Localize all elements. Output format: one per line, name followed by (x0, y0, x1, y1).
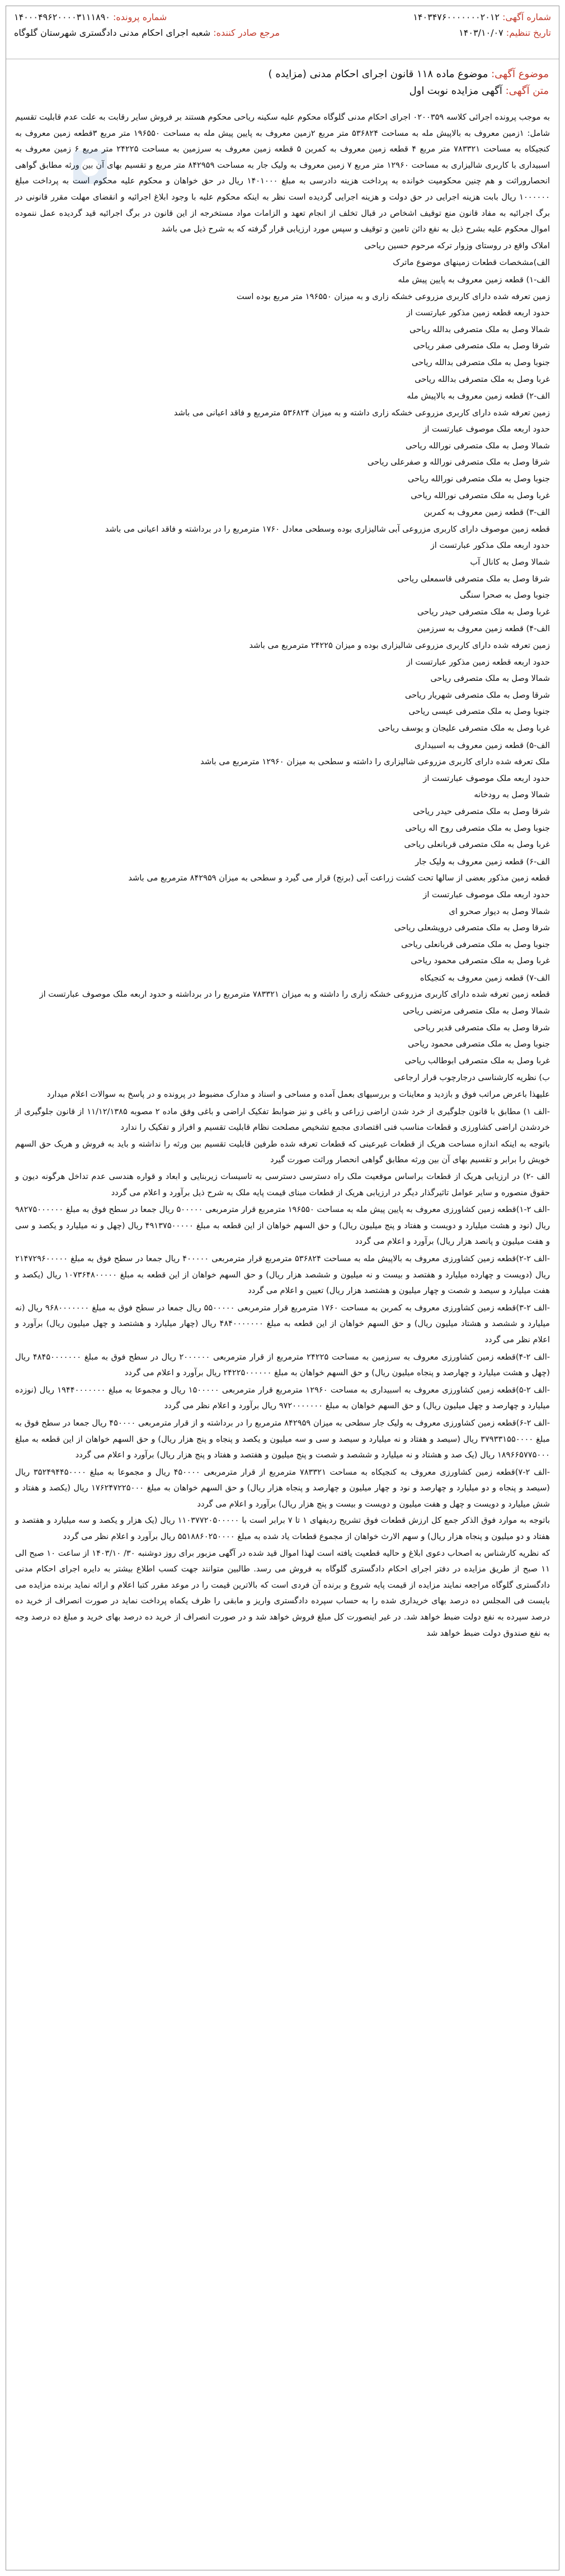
date-field (459, 27, 551, 38)
ad-paragraph: شمالا وصل به ملک متصرفی ریاحی (430, 674, 550, 684)
ad-header (6, 6, 559, 59)
ad-paragraph: جنوبا وصل به ملک متصرفی بدالله ریاحی (411, 357, 550, 367)
ad-paragraph: املاک واقع در روستای وزوار ترکه مرحوم حسین ریاحی (364, 240, 550, 250)
ad-paragraph: -الف ۲-۲)قطعه زمین کشاورزی معروف به بالاپیش مله به مساحت ۵۳۶۸۲۴ مترمربع قرار مترمربعی ۴۰۰۰۰۰ ریال جمعا در سطح فوق به مبلغ ۲۱۴۷۲۹۶۰۰۰۰۰ ریال (دویست و چهارده میلیارد و هفتصد و بیست و نه میلیون و ششصد هزار ریال) و حق السهم خواهان از این قطعه به مبلغ ۱۰۷۳۶۴۸۰۰۰۰۰ ریال (یکصد و هفت میلیارد و سیصد و شصت و چهار میلیون و هشتصد هزار ریال) تعیین و اعلام می گردد (15, 1253, 550, 1296)
ad-paragraph: حدود اربعه قطعه زمین مذکور عبارتست از (406, 657, 550, 667)
subject-block (6, 59, 559, 102)
ad-paragraph: شمالا وصل به ملک متصرفی مرتضی ریاحی (403, 1006, 550, 1016)
header-row-numbers (14, 12, 551, 22)
ad-paragraph: شمالا وصل به دیوار صحرو ای (449, 906, 550, 916)
ad-paragraph: جنوبا وصل به ملک متصرفی نورالله ریاحی (407, 474, 550, 484)
ad-paragraph: غربا وصل به ملک متصرفی قربانعلی ریاحی (404, 840, 550, 850)
ad-paragraph: جنوبا وصل به ملک متصرفی روح اله ریاحی (405, 823, 550, 833)
ad-paragraph: شرقا وصل به ملک متصرفی صفر ریاحی (413, 341, 550, 351)
ad-paragraph: علیهذا باعرض مراتب فوق و بازدید و معاینات و بررسیهای بعمل آمده و مساحی و اسناد و مدارک مضبوط در پرونده و در پاسخ به سوالات اعلام میدارد (46, 1090, 550, 1100)
subject-value: موضوع ماده ۱۱۸ قانون اجرای احکام مدنی (مزایده ) (268, 68, 488, 80)
ad-paragraph: شرقا وصل به ملک متصرفی نورالله و صفرعلی ریاحی (367, 457, 550, 467)
title-value: آگهی مزایده نوبت اول (409, 85, 502, 97)
subject-line (16, 66, 549, 83)
ad-paragraph: شرقا وصل به ملک متصرفی قاسمعلی ریاحی (397, 574, 550, 584)
ad-paragraph: قطعه زمین مذکور بعضی از سالها تحت کشت زراعت آبی (برنج) قرار می گیرد و سطحی به میزان ۸۴۲۹۵۹ مترمربع می باشد (128, 873, 550, 883)
ad-body (6, 102, 559, 1641)
ad-paragraph: شرقا وصل به ملک متصرفی قدیر ریاحی (413, 1022, 550, 1033)
ad-paragraph: که نظریه کارشناس به اصحاب دعوی ابلاغ و حالیه قطعیت یافته است لهذا اموال قید شده در آگهی مزبور برای روز دوشنبه ۳۰/ ۱۴۰۳/۱۰ از ساعت ۱۰ صبح الی ۱۱ صبح از طریق مزایده در دفتر اجرای احکام دادگستری گلوگاه به فروش می رسد. طالبین متوانند جهت کسب اطلاع بیشتر به دایره اجرای احکام مدنی دادگستری گلوگاه مراجعه نمایند مزایده از قیمت پایه شروع و برنده آن فردی است که بالاترین قیمت را در موعد مقرر کتبا اعلام و ارائه نماید برنده مزایده می بایست فی المجلس ده درصد بهای خریداری شده را به حساب سپرده دادگستری واریز و مابقی را ظرف یکماه پرداخت نماید در صورت انصراف از خرید ده درصد سپرده به نفع دولت ضبط خواهد شد. در غیر اینصورت کل مبلغ فروش خواهد شد و در صورت انصراف از خرید ده درصد بهای خرید و مبلغ ده درصد وجه به نفع صندوق دولت ضبط خواهد شد (15, 1548, 550, 1638)
file-number-value: ۱۴۰۰۰۴۹۶۲۰۰۰۰۳۱۱۱۸۹۰ (14, 12, 110, 22)
title-label: متن آگهی: (505, 85, 549, 97)
ad-paragraph: زمین تعرفه شده دارای کاربری مزروعی خشکه زاری داشته و به میزان ۵۳۶۸۲۴ مترمربع و فاقد اعیانی می باشد (173, 408, 550, 418)
ad-document (6, 6, 559, 2570)
ad-paragraph: الف-۷) قطعه زمین معروف به کنجیکاه (420, 973, 550, 983)
ad-paragraph: جنوبا وصل به ملک متصرفی عیسی ریاحی (408, 707, 550, 717)
ad-paragraph: غربا وصل به ملک متصرفی بدالله ریاحی (415, 374, 550, 384)
file-number-label: شماره پرونده: (112, 12, 167, 22)
ad-paragraph: شرقا وصل به ملک متصرفی درویشعلی ریاحی (394, 923, 550, 933)
ad-number-label: شماره آگهی: (502, 12, 551, 22)
ad-paragraph: الف-۵) قطعه زمین معروف به اسبیداری (414, 740, 550, 750)
ad-paragraph: باتوجه به موارد فوق الذکر جمع کل ارزش قطعات فوق تشریح ردیفهای ۱ تا ۷ برابر است با ۱۱۰۳۷۷۲۰۵۰۰۰۰۰ ریال (یک هزار و یکصد و سه میلیارد و هفتصد و هفتاد و دو میلیون و پنجاه هزار ریال) و سهم الارث خواهان از مجموع قطعات یاد شده به مبلغ ۵۵۱۸۸۶۰۲۵۰۰۰۰ ریال برآورد و اعلام نظر می گردد (15, 1516, 550, 1542)
ad-paragraph: قطعه زمین موصوف دارای کاربری مزروعی آبی شالیزاری بوده وسطحی معادل ۱۷۶۰ مترمربع را در برداشته و فاقد اعیانی می باشد (105, 524, 550, 534)
ad-number-value: ۱۴۰۳۴۷۶۰۰۰۰۰۰۰۲۰۱۲ (413, 12, 500, 22)
ad-paragraph: ب) نظریه کارشناسی درجارچوب قرار ارجاعی (394, 1073, 550, 1083)
ad-paragraph: شمالا وصل به ملک متصرفی نورالله ریاحی (406, 441, 550, 451)
issuer-field (14, 27, 280, 38)
ad-paragraph: شمالا وصل به ملک متصرفی بدالله ریاحی (409, 324, 550, 334)
ad-paragraph: جنوبا وصل به ملک متصرفی محمود ریاحی (408, 1039, 550, 1049)
ad-paragraph: شرقا وصل به ملک متصرفی شهریار ریاحی (405, 690, 550, 700)
ad-paragraph: قطعه زمین تعرفه شده دارای کاربری مزروعی خشکه زاری را داشته و به میزان ۷۸۳۳۲۱ مترمربع را در برداشته و حدود اربعه ملک موصوف عبارتست از (39, 989, 550, 1000)
ad-paragraph: ملک تعرفه شده دارای کاربری مزروعی شالیزاری را داشته و سطحی به میزان ۱۲۹۶۰ مترمربع می باشد (200, 757, 550, 767)
ad-paragraph: الف-۶) قطعه زمین معروف به ولیک جار (415, 856, 550, 866)
ad-paragraph: -الف ۲-۱)قطعه زمین کشاورزی معروف به پایین پیش مله به مساحت ۱۹۶۵۵۰ مترمربع قرار مترمربعی ۵۰۰۰۰۰ ریال جمعا در سطح فوق به مبلغ ۹۸۲۷۵۰۰۰۰۰۰ ریال (نود و هشت میلیارد و دویست و هفتاد و پنج میلیون ریال) و حق السهم خواهان از این قطعه به مبلغ ۴۹۱۳۷۵۰۰۰۰۰ ریال (چهل و نه میلیارد و یکصد و سی و هفت میلیون و پانصد هزار ریال) برآورد و اعلام می گردد (15, 1205, 550, 1247)
ad-paragraph: غربا وصل به ملک متصرفی نورالله ریاحی (411, 490, 550, 500)
ad-paragraph: به موجب پرونده اجرائی کلاسه ۰۲۰۰۳۵۹ اجرای احکام مدنی گلوگاه محکوم علیه سکینه ریاحی محکوم هستند بر فروش سایر رقابت به علت عدم قابلیت تقسیم شامل: ۱زمین معروف به بالاپیش مله به مساحت ۵۳۶۸۲۴ متر مربع ۲زمین معروف به پایین پیش مله به مساحت ۱۹۶۵۵۰ متر مربع ۳قطعه زمین معروف به کنجیکاه به مساحت ۷۸۳۳۲۱ متر مربع ۴ قطعه زمین معروف به کمربن ۵ قطعه زمین معروف به سرزمین به مساحت ۲۴۲۲۵ متر مربع ۶ زمین معروف به اسبیداری با کاربری شالیزاری به مساحت ۱۲۹۶۰ متر مربع ۷ زمین معروف به ولیک جار به مساحت ۸۴۲۹۵۹ متر مربع و تقسیم بهای آن بین ورثه مطابق گواهی انحصاروراثت و هم چنین محکومیت خوانده به پرداخت هزینه دادرسی به مبلغ ۱۴۰۱۰۰۰ ریال در حق خواهان و محکوم علیه محکوم است به پرداخت مبلغ ۱۰۰۰۰۰۰ ریال بابت هزینه اجرایی در حق دولت و هزینه اجرایی گردیده است نظر به اینکه محکوم علیه با وجود ابلاغ اجرائیه و انقضای مهلت مقرر قانونی در برگ اجرائیه به مفاد قانون منع توقیف اشخاص در قبال تخلف از انجام تعهد و الزامات مواد مستخرجه از این قانون در برگ اجرائیه قید گردیده عمل ننموده اموال محکوم علیه بشرح ذیل به نفع دائن تامین و توقیف و سپس مورد ارزیابی قرار گرفته که به شرح ذیل می باشد (15, 112, 550, 234)
ad-paragraph: الف -۲) در ارزیابی هریک از قطعات براساس موقعیت ملک راه دسترسی دسترسی به تاسیسات زیربنایی و ابعاد و قواره هندسی عدم تداخل هرگونه دیون و حقوق منصوره و سایر عوامل تاثیرگذار دیگر در ارزیابی هریک از قطعات مبنای قیمت پایه ملک به شرح ذیل برآورد و اعلام می گردد (15, 1172, 550, 1197)
ad-paragraph: -الف ۲-۳)قطعه زمین کشاورزی معروف به کمربن به مساحت ۱۷۶۰ مترمربع قرار مترمربعی ۵۵۰۰۰۰۰ ریال جمعا در سطح فوق به مبلغ ۹۶۸۰۰۰۰۰۰۰ ریال (نه میلیارد و ششصد و هشتاد میلیون ریال) و حق السهم خواهان از این قطعه به مبلغ ۴۸۴۰۰۰۰۰۰۰ ریال (چهار میلیارد و هشتصد و چهل میلیون ریال) برآورد و اعلام نظر می گردد (15, 1303, 550, 1344)
ad-number-field (413, 12, 551, 22)
ad-paragraph: الف-۴) قطعه زمین معروف به سرزمین (417, 624, 550, 634)
ad-paragraph: -الف ۲-۶)قطعه زمین کشاورزی معروف به ولیک جار سطحی به میزان ۸۴۲۹۵۹ مترمربع را در برداشته و از قرار مترمربعی ۴۵۰۰۰۰ ریال جمعا در سطح فوق به مبلغ ۳۷۹۳۳۱۵۵۰۰۰۰ ریال (سیصد و هفتاد و نه میلیارد و سیصد و سی و سه میلیون و یکصد و پنجاه و پنج هزار ریال) و حق السهم خواهان از این قطعه به مبلغ ۱۸۹۶۶۵۷۷۵۰۰۰ ریال (یک صد و هشتاد و نه میلیارد و ششصد و شصت و پنج میلیون و هفتصد و هفتاد و پنج هزار ریال) برآورد و اعلام می گردد (15, 1418, 550, 1460)
ad-paragraph: غربا وصل به ملک متصرفی علیجان و یوسف ریاحی (378, 723, 550, 733)
ad-paragraph: الف-۳) قطعه زمین معروف به کمربن (423, 508, 550, 518)
ad-paragraph: غربا وصل به ملک متصرفی حیدر ریاحی (417, 607, 550, 617)
ad-paragraph: زمین تعرفه شده دارای کاربری مزروعی شالیزاری بوده و میزان ۲۴۲۲۵ مترمربع می باشد (249, 641, 550, 650)
ad-paragraph: شمالا وصل به رودخانه (474, 790, 550, 800)
title-line (16, 83, 549, 100)
ad-paragraph: غربا وصل به ملک متصرفی محمود ریاحی (411, 956, 550, 966)
ad-paragraph: باتوجه به اینکه اندازه مساحت هریک از قطعات غیرعینی که قطعات تعرفه شده طرفین قابلیت تقسیم بین ورثه را نداشته و باید به فروش و هریک حق السهم خویش را برابر و تقسیم بهای آن بین ورثه مطابق گواهی انحصار وراثت صورت گیرد (15, 1139, 550, 1165)
ad-paragraph: شرقا وصل به ملک متصرفی حیدر ریاحی (413, 806, 550, 816)
ad-paragraph: حدود اربعه قطعه زمین مذکور عبارتست از (406, 308, 550, 318)
ad-paragraph: -الف ۱) مطابق با قانون جلوگیری از خرد شدن اراضی زراعی و باغی و نیز ضوابط تفکیک اراضی و باغی وفق ماده ۲ مصوبه ۱۱/۱۲/۱۳۸۵ از قانون جلوگیری از خردشدن اراضی کشاورزی و قطعات مناسب فنی اقتصادی مجمع تشخیص مصلحت نظام قابلیت تقسیم و افراز و تفکیک را ندارد (15, 1106, 550, 1133)
date-label: تاریخ تنظیم: (506, 27, 551, 38)
ad-paragraph: -الف ۲-۷)قطعه زمین کشاورزی معروف به کنجیکاه به مساحت ۷۸۳۳۲۱ مترمربع از قرار مترمربعی ۴۵۰۰۰۰ ریال و مجموعا به مبلغ ۳۵۲۴۹۴۴۵۰۰۰۰ ریال (سیصد و پنجاه و دو میلیارد و چهارصد و نود و چهار میلیون و چهارصد و پنجاه هزار ریال) و حق السهم خواهان به مبلغ ۱۷۶۲۴۷۲۲۵۰۰۰ ریال (یکصد و هفتاد و شش میلیارد و دویست و چهل و هفت میلیون و دویست و بیست و پنج هزار ریال) برآورد و اعلام می گردد (15, 1467, 550, 1509)
ad-paragraph: -الف ۲-۴)قطعه زمین کشاورزی معروف به سرزمین به مساحت ۲۴۲۲۵ مترمربع از قرار مترمربعی ۲۰۰۰۰۰۰ ریال در سطح فوق به مبلغ ۴۸۴۵۰۰۰۰۰۰۰ ریال (چهل و هشت میلیارد و چهارصد و پنجاه میلیون ریال) و حق السهم خواهان به مبلغ ۲۴۲۲۵۰۰۰۰۰۰ ریال برآورد و اعلام می گردد (15, 1352, 550, 1378)
date-value: ۱۴۰۳/۱۰/۰۷ (459, 27, 503, 38)
ad-paragraph: جنوبا وصل به ملک متصرفی قربانعلی ریاحی (401, 939, 550, 949)
issuer-value: شعبه اجرای احکام مدنی دادگستری شهرستان گلوگاه (14, 27, 211, 38)
ad-paragraph: زمین تعرفه شده دارای کاربری مزروعی خشکه زاری و به میزان ۱۹۶۵۵۰ متر مربع بوده است (236, 291, 550, 301)
ad-paragraph: الف-۲) قطعه زمین معروف به بالاپیش مله (407, 391, 550, 401)
subject-label: موضوع آگهی: (491, 68, 549, 80)
ad-paragraph: شمالا وصل به کانال آب (470, 557, 550, 567)
ad-paragraph: حدود اربعه ملک موصوف عبارتست از (423, 773, 550, 783)
ad-paragraph: جنوبا وصل به صحرا سنگی (459, 590, 550, 600)
ad-paragraph: حدود اربعه ملک موصوف عبارتست از (423, 424, 550, 434)
issuer-label: مرجع صادر کننده: (213, 27, 280, 38)
ad-paragraph: -الف ۲-۵)قطعه زمین کشاورزی معروف به اسبیداری به مساحت ۱۲۹۶۰ مترمربع قرار مترمربعی ۱۵۰۰۰۰۰ ریال و مجموعا به مبلغ ۱۹۴۴۰۰۰۰۰۰۰ ریال (نوزده میلیارد و چهارصد و چهل میلیون ریال) و حق السهم خواهان به مبلغ ۹۷۲۰۰۰۰۰۰۰ ریال برآورد و اعلام نظر می گردد (15, 1385, 550, 1411)
header-row-date (14, 27, 551, 38)
ad-paragraph: الف)مشخصات قطعات زمینهای موضوع ماترک (393, 258, 550, 268)
ad-paragraph: حدود اربعه ملک مذکور عبارتست از (430, 541, 550, 551)
ad-paragraph: غربا وصل به ملک متصرفی ابوطالب ریاحی (404, 1055, 550, 1066)
ad-paragraph: حدود اربعه ملک موصوف عبارتست از (423, 889, 550, 899)
file-number-field (14, 12, 167, 22)
ad-paragraph: الف-۱) قطعه زمین معروف به پایین پیش مله (398, 274, 550, 285)
